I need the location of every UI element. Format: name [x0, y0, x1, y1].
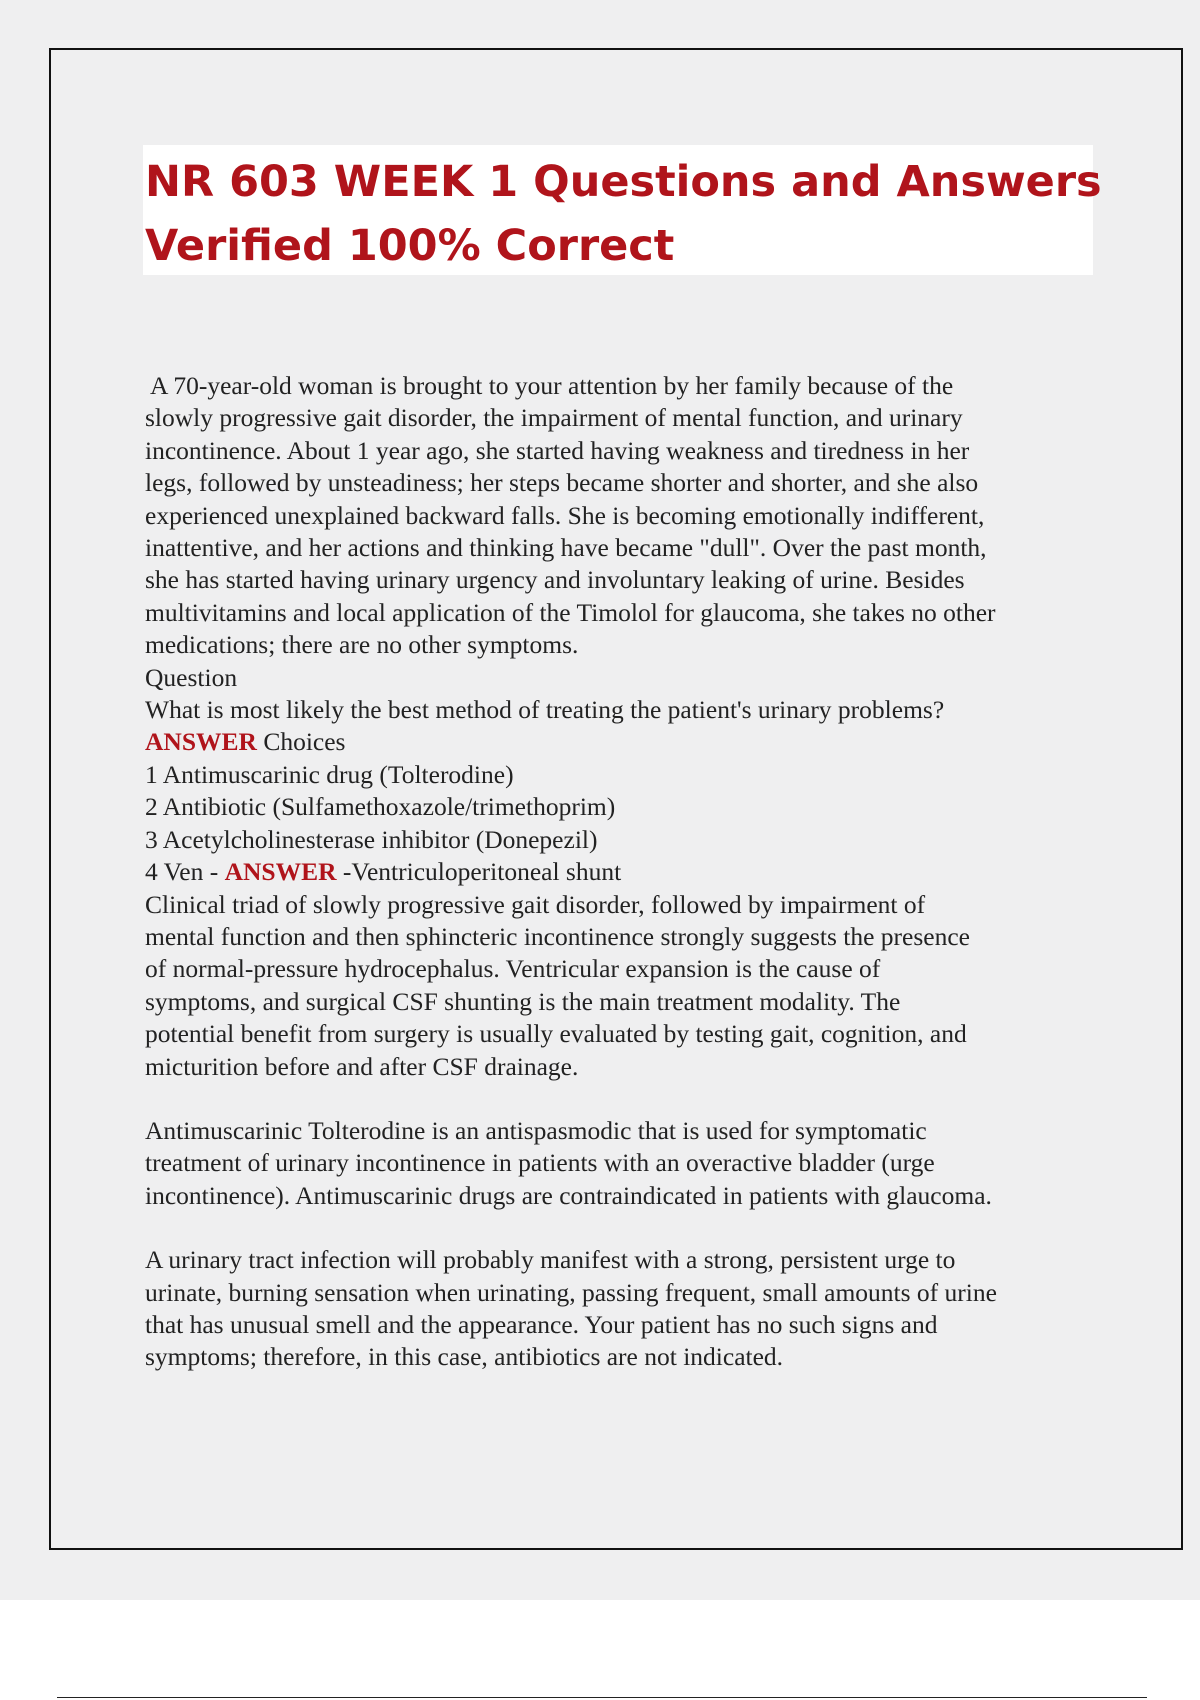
explanation-line: Antimuscarinic Tolterodine is an antispasmodic that is used for symptomatic: [145, 1115, 927, 1145]
case-line: medications; there are no other symptoms.: [145, 630, 579, 660]
explanation-line: A urinary tract infection will probably manifest with a strong, persistent urge to: [145, 1245, 956, 1275]
question-text: What is most likely the best method of treating the patient's urinary problems?: [145, 695, 945, 725]
case-line: experienced unexplained backward falls. She is becoming emotionally indifferent,: [145, 500, 985, 530]
choice-3: 3 Acetylcholinesterase inhibitor (Donepezil): [145, 824, 598, 854]
case-line: A 70-year-old woman is brought to your attention by her family because of the: [145, 371, 954, 400]
answer-keyword: ANSWER: [145, 727, 257, 757]
document-title: [145, 150, 1102, 278]
title-line-2: Verified 100% Correct: [145, 221, 675, 271]
choice-4: [145, 856, 1105, 888]
explanation-paragraph-2: [145, 1115, 1105, 1212]
case-line: legs, followed by unsteadiness; her steps became shorter and shorter, and she also: [145, 468, 979, 498]
title-line-1: NR 603 WEEK 1 Questions and Answers: [145, 157, 1102, 207]
case-line: slowly progressive gait disorder, the impairment of mental function, and urinary: [145, 403, 963, 433]
explanation-paragraph-3: [145, 1244, 1105, 1374]
explanation-line: mental function and then sphincteric incontinence strongly suggests the presence: [145, 921, 970, 951]
question-label: Question: [145, 662, 238, 692]
answer-choices-heading: [145, 726, 1105, 758]
explanation-paragraph-1: [145, 889, 1105, 1083]
case-line: incontinence. About 1 year ago, she started having weakness and tiredness in her: [145, 435, 970, 465]
explanation-line: micturition before and after CSF drainage.: [145, 1051, 579, 1081]
case-line: inattentive, and her actions and thinking have became "dull". Over the past month,: [145, 533, 987, 563]
paragraph-gap: [145, 1083, 1105, 1115]
case-line: she has started having urinary urgency and involuntary leaking of urine. Besides: [145, 565, 965, 595]
answer-keyword: ANSWER: [224, 857, 337, 887]
choices-label: Choices: [256, 727, 346, 757]
case-line: multivitamins and local application of the Timolol for glaucoma, she takes no other: [145, 597, 996, 627]
document-body: [145, 370, 1105, 1374]
explanation-line: symptoms, and surgical CSF shunting is the main treatment modality. The: [145, 986, 901, 1016]
choice-4-answer: -Ventriculoperitoneal shunt: [336, 857, 622, 887]
explanation-line: urinate, burning sensation when urinating, passing frequent, small amounts of urine: [145, 1277, 997, 1307]
question-block: [145, 662, 1105, 889]
explanation-line: that has unusual smell and the appearance. Your patient has no such signs and: [145, 1309, 938, 1339]
explanation-line: treatment of urinary incontinence in patients with an overactive bladder (urge: [145, 1148, 935, 1178]
choice-4-prefix: 4 Ven -: [145, 857, 225, 887]
choice-2: 2 Antibiotic (Sulfamethoxazole/trimethoprim): [145, 792, 616, 822]
explanation-line: of normal-pressure hydrocephalus. Ventricular expansion is the cause of: [145, 954, 881, 984]
explanation-line: incontinence). Antimuscarinic drugs are contraindicated in patients with glaucoma.: [145, 1180, 992, 1210]
case-paragraph: [145, 370, 1105, 662]
explanation-line: potential benefit from surgery is usually evaluated by testing gait, cognition, and: [145, 1019, 967, 1049]
explanation-line: Clinical triad of slowly progressive gait disorder, followed by impairment of: [145, 889, 926, 919]
explanation-line: symptoms; therefore, in this case, antibiotics are not indicated.: [145, 1342, 784, 1372]
bottom-divider: [57, 1697, 1147, 1698]
choice-1: 1 Antimuscarinic drug (Tolterodine): [145, 759, 514, 789]
paragraph-gap: [145, 1212, 1105, 1244]
